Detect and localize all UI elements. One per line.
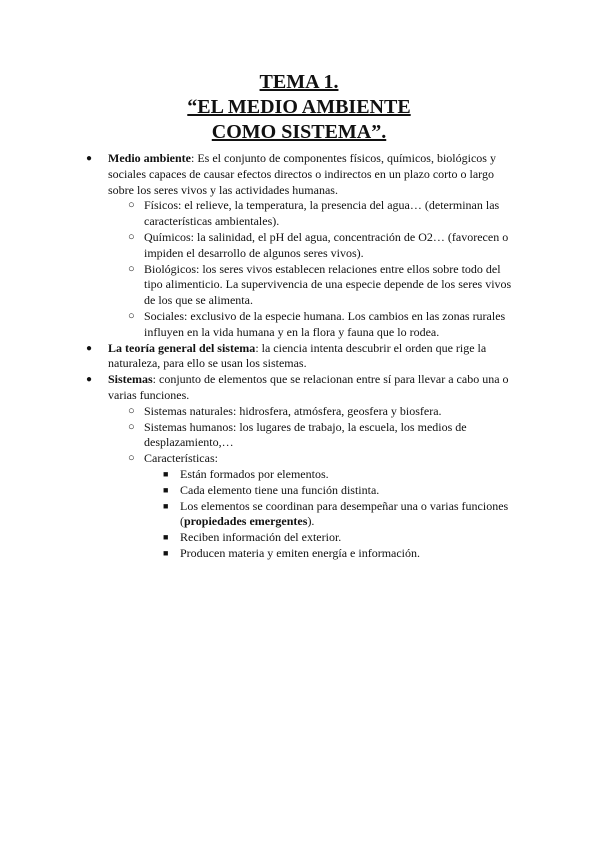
definition-sistemas: : conjunto de elementos que se relacionan entre sí para llevar a cabo una o varias funciones.	[108, 372, 509, 402]
bullet-hollow-circle-icon: ○	[128, 199, 135, 212]
bullet-hollow-circle-icon: ○	[128, 452, 135, 465]
list-item-sociales	[108, 309, 518, 341]
definition-teoria-general: : la ciencia intenta descubrir el orden que rige la naturaleza, para ello se usan los sistemas.	[108, 340, 487, 371]
list-item-sistemas-humanos	[108, 420, 518, 452]
title-line-3: COMO SISTEMA”.	[211, 121, 387, 143]
feature-item	[144, 546, 518, 562]
bullet-square-icon: ■	[163, 500, 169, 511]
bullet-filled-circle-icon: ●	[86, 153, 93, 164]
bullet-hollow-circle-icon: ○	[128, 404, 135, 417]
list-item-sistemas-naturales	[108, 404, 518, 420]
bullet-square-icon: ■	[163, 468, 169, 479]
bullet-square-icon: ■	[163, 532, 169, 543]
list-item-fisicos	[108, 198, 518, 230]
list-item-medio-ambiente	[80, 151, 518, 341]
list-item-sistemas	[80, 372, 518, 562]
term-propiedades-emergentes: propiedades emergentes	[184, 514, 308, 529]
feature-item	[144, 530, 518, 546]
text-sistemas-humanos: Sistemas humanos: los lugares de trabajo, la escuela, los medios de desplazamiento,…	[144, 419, 467, 450]
list-item-quimicos	[108, 230, 518, 262]
term-sistemas: Sistemas	[108, 372, 153, 387]
sub-list-sistemas	[108, 404, 518, 562]
text-biologicos: Biológicos: los seres vivos establecen relaciones entre ellos sobre todo del tipo alimenticio. La supervivencia de una especie depende de los seres vivos de los que se alimenta.	[144, 261, 512, 308]
feature-text-end: ).	[307, 514, 315, 529]
features-list	[144, 467, 518, 562]
feature-text: Los elementos se coordinan para desempeñar una o varias funciones (	[180, 498, 509, 529]
feature-text: Reciben información del exterior.	[180, 530, 342, 545]
term-medio-ambiente: Medio ambiente	[108, 151, 191, 165]
title-line-1: TEMA 1.	[259, 71, 339, 93]
list-item-teoria-general	[80, 341, 518, 373]
text-quimicos: Químicos: la salinidad, el pH del agua, concentración de O2… (favorecen o impiden el desarrollo de algunos seres vivos).	[144, 229, 509, 260]
bullet-hollow-circle-icon: ○	[128, 262, 135, 275]
feature-text: Están formados por elementos.	[180, 466, 329, 481]
sub-list-medio-ambiente	[108, 198, 518, 340]
definition-medio-ambiente: : Es el conjunto de componentes físicos, químicos, biológicos y sociales capaces de causar efectos directos o indirectos en un plazo corto o largo sobre los seres vivos y las actividades humanas.	[108, 151, 496, 197]
bullet-square-icon: ■	[163, 484, 169, 495]
bullet-filled-circle-icon: ●	[86, 374, 93, 386]
feature-item	[144, 499, 518, 531]
text-sistemas-naturales: Sistemas naturales: hidrosfera, atmósfera, geosfera y biosfera.	[144, 403, 442, 418]
feature-item	[144, 483, 518, 499]
bullet-hollow-circle-icon: ○	[128, 420, 135, 433]
feature-text: Producen materia y emiten energía e información.	[180, 545, 421, 560]
text-sociales: Sociales: exclusivo de la especie humana. Los cambios en las zonas rurales influyen en la vida humana y en la flora y fauna que lo rodea.	[144, 308, 506, 339]
list-item-biologicos	[108, 262, 518, 309]
text-caracteristicas: Características:	[144, 451, 218, 466]
feature-item	[144, 467, 518, 483]
term-teoria-general: La teoría general del sistema	[108, 340, 256, 355]
bullet-hollow-circle-icon: ○	[128, 230, 135, 243]
bullet-filled-circle-icon: ●	[86, 342, 93, 354]
bullet-square-icon: ■	[163, 547, 169, 558]
text-fisicos: Físicos: el relieve, la temperatura, la presencia del agua… (determinan las características ambientales).	[144, 198, 500, 229]
document-title	[80, 70, 518, 145]
feature-text: Cada elemento tiene una función distinta.	[180, 482, 380, 497]
list-item-caracteristicas	[108, 451, 518, 562]
title-line-2: “EL MEDIO AMBIENTE	[187, 96, 411, 118]
bullet-hollow-circle-icon: ○	[128, 309, 135, 322]
main-list	[80, 151, 518, 562]
